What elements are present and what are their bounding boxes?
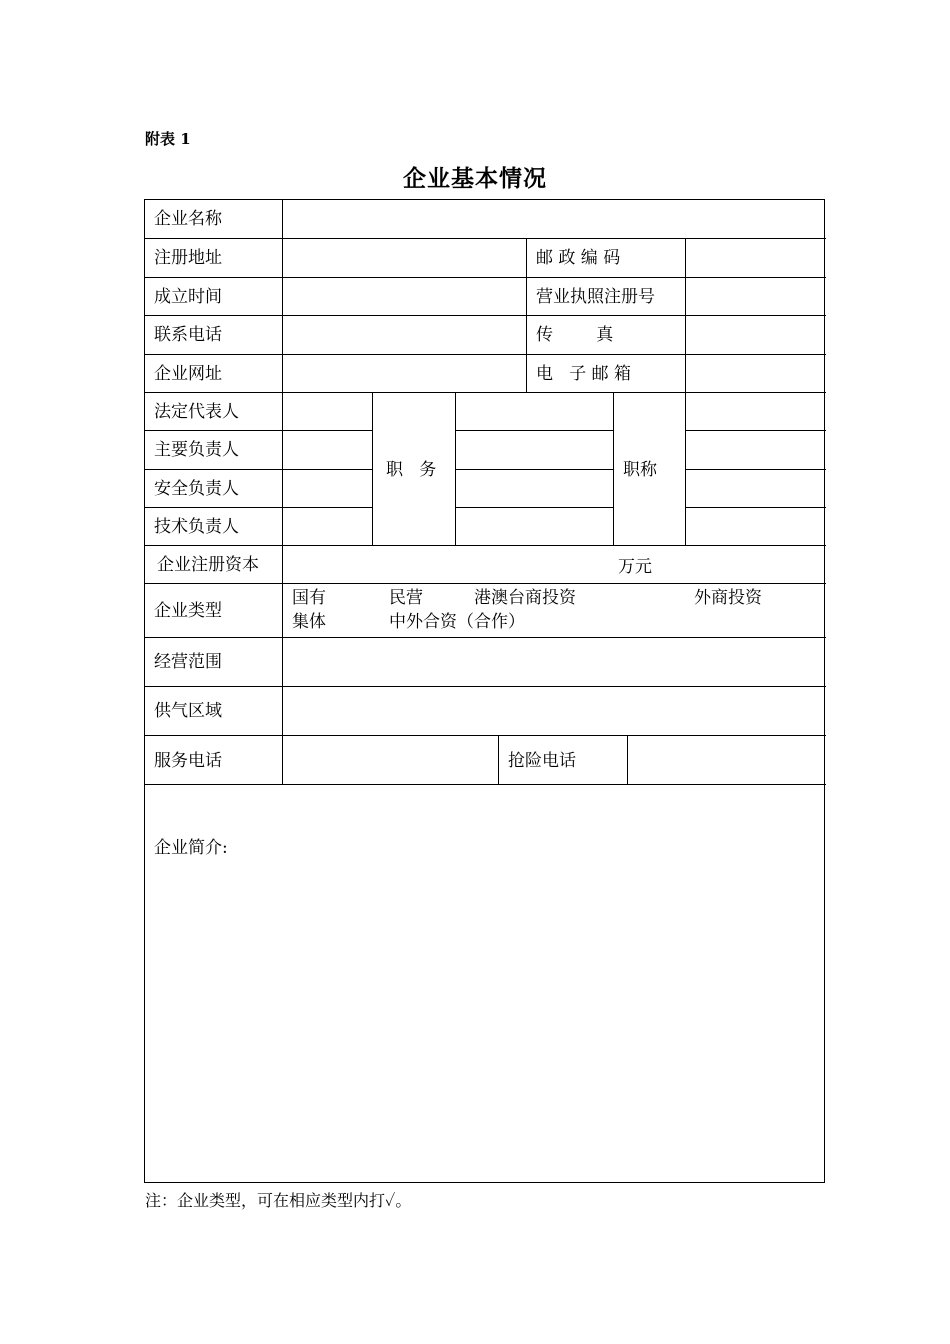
service-phone-label: 服务电话 (154, 751, 222, 771)
type-option-private: 民营 (389, 588, 423, 608)
row-divider (145, 469, 372, 470)
row-divider (145, 686, 826, 687)
email-label: 电 子 邮 箱 (536, 364, 632, 384)
reg-address-label: 注册地址 (154, 248, 222, 268)
row-divider (685, 469, 826, 470)
website-label: 企业网址 (154, 364, 222, 384)
wan-yuan-unit: 万元 (618, 557, 652, 577)
safety-lead-label: 安全负责人 (154, 479, 239, 499)
column-divider (685, 392, 686, 545)
row-divider (145, 583, 826, 584)
row-divider (685, 430, 826, 431)
tech-lead-label: 技术负责人 (154, 517, 239, 537)
supply-area-label: 供气区域 (154, 701, 222, 721)
column-divider (498, 735, 499, 784)
column-divider (613, 392, 614, 545)
legal-rep-label: 法定代表人 (154, 402, 239, 422)
row-divider (145, 238, 826, 239)
column-divider (372, 392, 373, 545)
fax-label: 传 真 (536, 325, 614, 345)
row-divider (145, 315, 826, 316)
company-intro-label: 企业简介: (154, 838, 228, 858)
type-option-state: 国有 (292, 588, 326, 608)
row-divider (455, 469, 613, 470)
license-no-label: 营业执照注册号 (536, 287, 655, 307)
company-type-label: 企业类型 (154, 601, 222, 621)
column-divider (455, 392, 456, 545)
row-divider (685, 507, 826, 508)
row-divider (455, 507, 613, 508)
row-divider (145, 430, 372, 431)
row-divider (145, 637, 826, 638)
main-lead-label: 主要负责人 (154, 440, 239, 460)
row-divider (455, 430, 613, 431)
type-option-hk-macau-tw: 港澳台商投资 (474, 588, 576, 608)
column-divider (526, 238, 527, 392)
row-divider (145, 392, 826, 393)
annex-label: 附表 1 (145, 130, 191, 148)
row-divider (145, 735, 826, 736)
company-info-form (144, 199, 825, 1183)
type-option-jv: 中外合资（合作） (389, 612, 525, 632)
postal-code-label: 邮 政 编 码 (536, 248, 621, 268)
footnote: 注：企业类型，可在相应类型内打✓。 (145, 1191, 412, 1210)
reg-capital-label: 企业注册资本 (157, 555, 259, 575)
business-scope-label: 经营范围 (154, 652, 222, 672)
company-name-label: 企业名称 (154, 209, 222, 229)
type-option-collective: 集体 (292, 612, 326, 632)
row-divider (145, 784, 826, 785)
row-divider (145, 545, 826, 546)
column-divider (685, 238, 686, 392)
column-divider (627, 735, 628, 784)
founded-label: 成立时间 (154, 287, 222, 307)
job-title-label: 职称 (623, 460, 657, 480)
phone-label: 联系电话 (154, 325, 222, 345)
emergency-phone-label: 抢险电话 (508, 751, 576, 771)
row-divider (145, 354, 826, 355)
row-divider (145, 507, 372, 508)
row-divider (145, 277, 826, 278)
type-option-foreign: 外商投资 (694, 588, 762, 608)
column-divider (282, 200, 283, 784)
form-title: 企业基本情况 (403, 165, 547, 192)
position-label: 职 务 (386, 460, 437, 480)
